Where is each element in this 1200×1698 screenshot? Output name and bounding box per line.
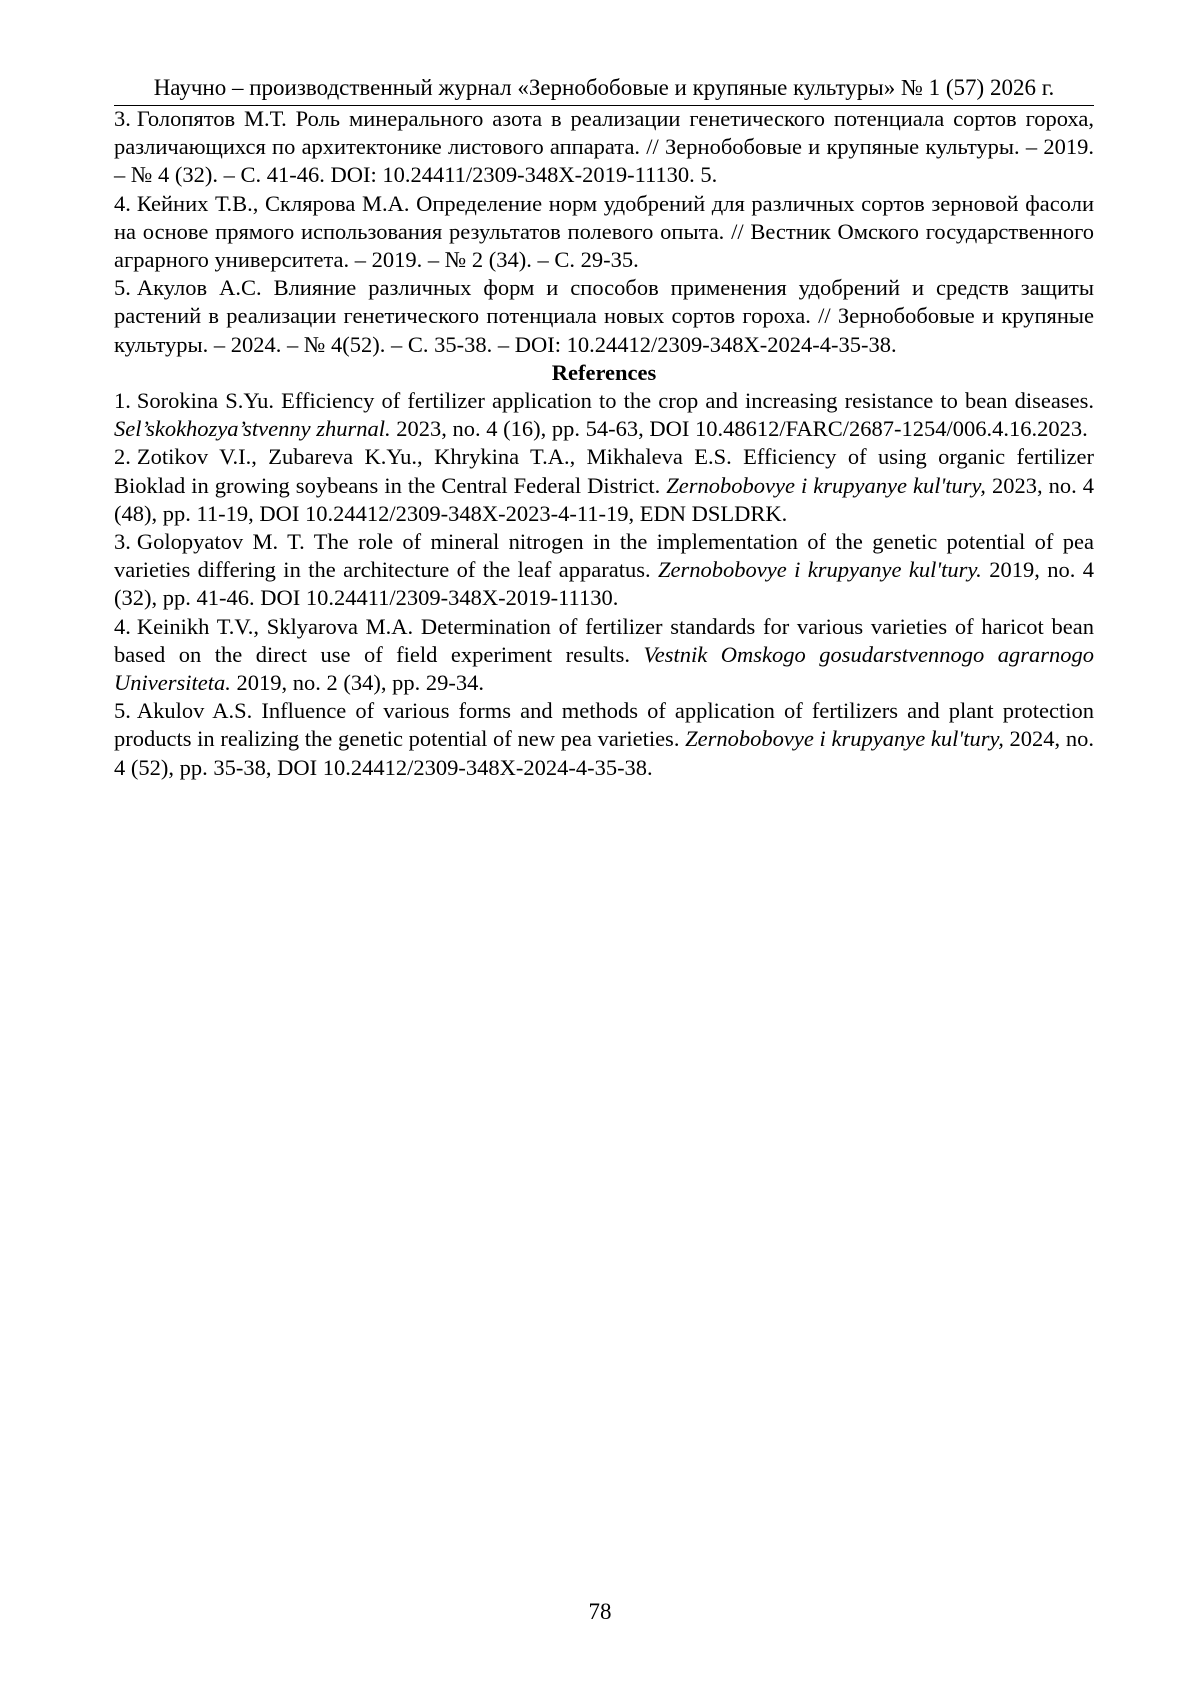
reference-details: 2024, no. 4 (52), pp. 35-38, DOI 10.24412/2309-348X-2024-4-35-38. [114, 726, 1094, 780]
english-reference-item [114, 697, 1094, 782]
reference-number: 3. [114, 106, 131, 131]
russian-reference-item [114, 190, 1094, 275]
reference-number: 1. [114, 388, 131, 414]
reference-number: 5. [114, 275, 131, 301]
reference-number: 4. [114, 613, 131, 639]
reference-details: 2019, no. 2 (34), pp. 29-34. [230, 670, 484, 696]
journal-title: Zernobobovye i krupyanye kul'tury. [658, 557, 982, 583]
russian-reference-item [114, 105, 1094, 190]
reference-text: Кейних Т.В., Склярова М.А. Определение норм удобрений для различных сортов зерновой фасоли на основе прямого использования результатов полевого опыта. // Вестник Омского государственного аграрного университета. – 2019. – № 2 (34). – С. 29-35. [114, 190, 1094, 273]
reference-text: Zotikov V.I., Zubareva K.Yu., Khrykina T.A., Mikhaleva E.S. Efficiency of using organic fertilizer Bioklad in growing soybeans in the Central Federal District. [114, 444, 1094, 498]
russian-reference-item [114, 274, 1094, 359]
journal-title: Sel’skokhozya’stvenny zhurnal. [114, 416, 391, 442]
references-content [114, 105, 1094, 782]
journal-title: Vestnik Omskogo gosudarstvennogo agrarnogo Universiteta. [114, 641, 1095, 696]
reference-number: 4. [114, 190, 131, 216]
reference-number: 2. [114, 444, 131, 470]
reference-number: 5. [114, 698, 131, 724]
english-reference-item [114, 528, 1094, 613]
english-reference-item [114, 613, 1094, 698]
reference-details: 2023, no. 4 (16), pp. 54-63, DOI 10.48612/FARC/2687-1254/006.4.16.2023. [390, 416, 1088, 442]
references-heading: References [551, 359, 657, 385]
reference-details: 2019, no. 4 (32), pp. 41-46. DOI 10.24411/2309-348X-2019-11130. [114, 557, 1094, 611]
english-reference-item [114, 443, 1094, 528]
reference-number: 3. [114, 529, 131, 555]
reference-text: Keinikh T.V., Sklyarova M.A. Determination of fertilizer standards for various varieties of haricot bean based on the direct use of field experiment results. [114, 613, 1094, 667]
english-reference-item [114, 387, 1094, 443]
reference-text: Akulov A.S. Influence of various forms and methods of application of fertilizers and plant protection products in realizing the genetic potential of new pea varieties. [114, 698, 1094, 752]
reference-text: Голопятов М.Т. Роль минерального азота в реализации генетического потенциала сортов гороха, различающихся по архитектонике листового аппарата. // Зернобобовые и крупяные культуры. – 2019. – № 4 (32). – С. 41-46. DOI: 10.24411/2309-348X-2019-11130. 5. [114, 106, 1094, 188]
page-number: 78 [588, 1599, 612, 1624]
journal-title: Zernobobovye i krupyanye kul'tury, [666, 472, 986, 498]
reference-text: Sorokina S.Yu. Efficiency of fertilizer application to the crop and increasing resistance to bean diseases. [136, 388, 1094, 414]
journal-title: Zernobobovye i krupyanye kul'tury, [685, 726, 1004, 752]
reference-text: Golopyatov M. T. The role of mineral nitrogen in the implementation of the genetic potential of pea varieties differing in the architecture of the leaf apparatus. [114, 529, 1094, 583]
reference-text: Акулов А.С. Влияние различных форм и способов применения удобрений и средств защиты растений в реализации генетического потенциала новых сортов гороха. // Зернобобовые и крупяные культуры. – 2024. – № 4(52). – С. 35-38. – DOI: 10.24412/2309-348X-2024-4-35-38. [114, 275, 1094, 357]
reference-details: 2023, no. 4 (48), pp. 11-19, DOI 10.24412/2309-348X-2023-4-11-19, EDN DSLDRK. [114, 472, 1094, 526]
running-header: Научно – производственный журнал «Зернобобовые и крупяные культуры» № 1 (57) 2026 г. [114, 72, 1094, 106]
